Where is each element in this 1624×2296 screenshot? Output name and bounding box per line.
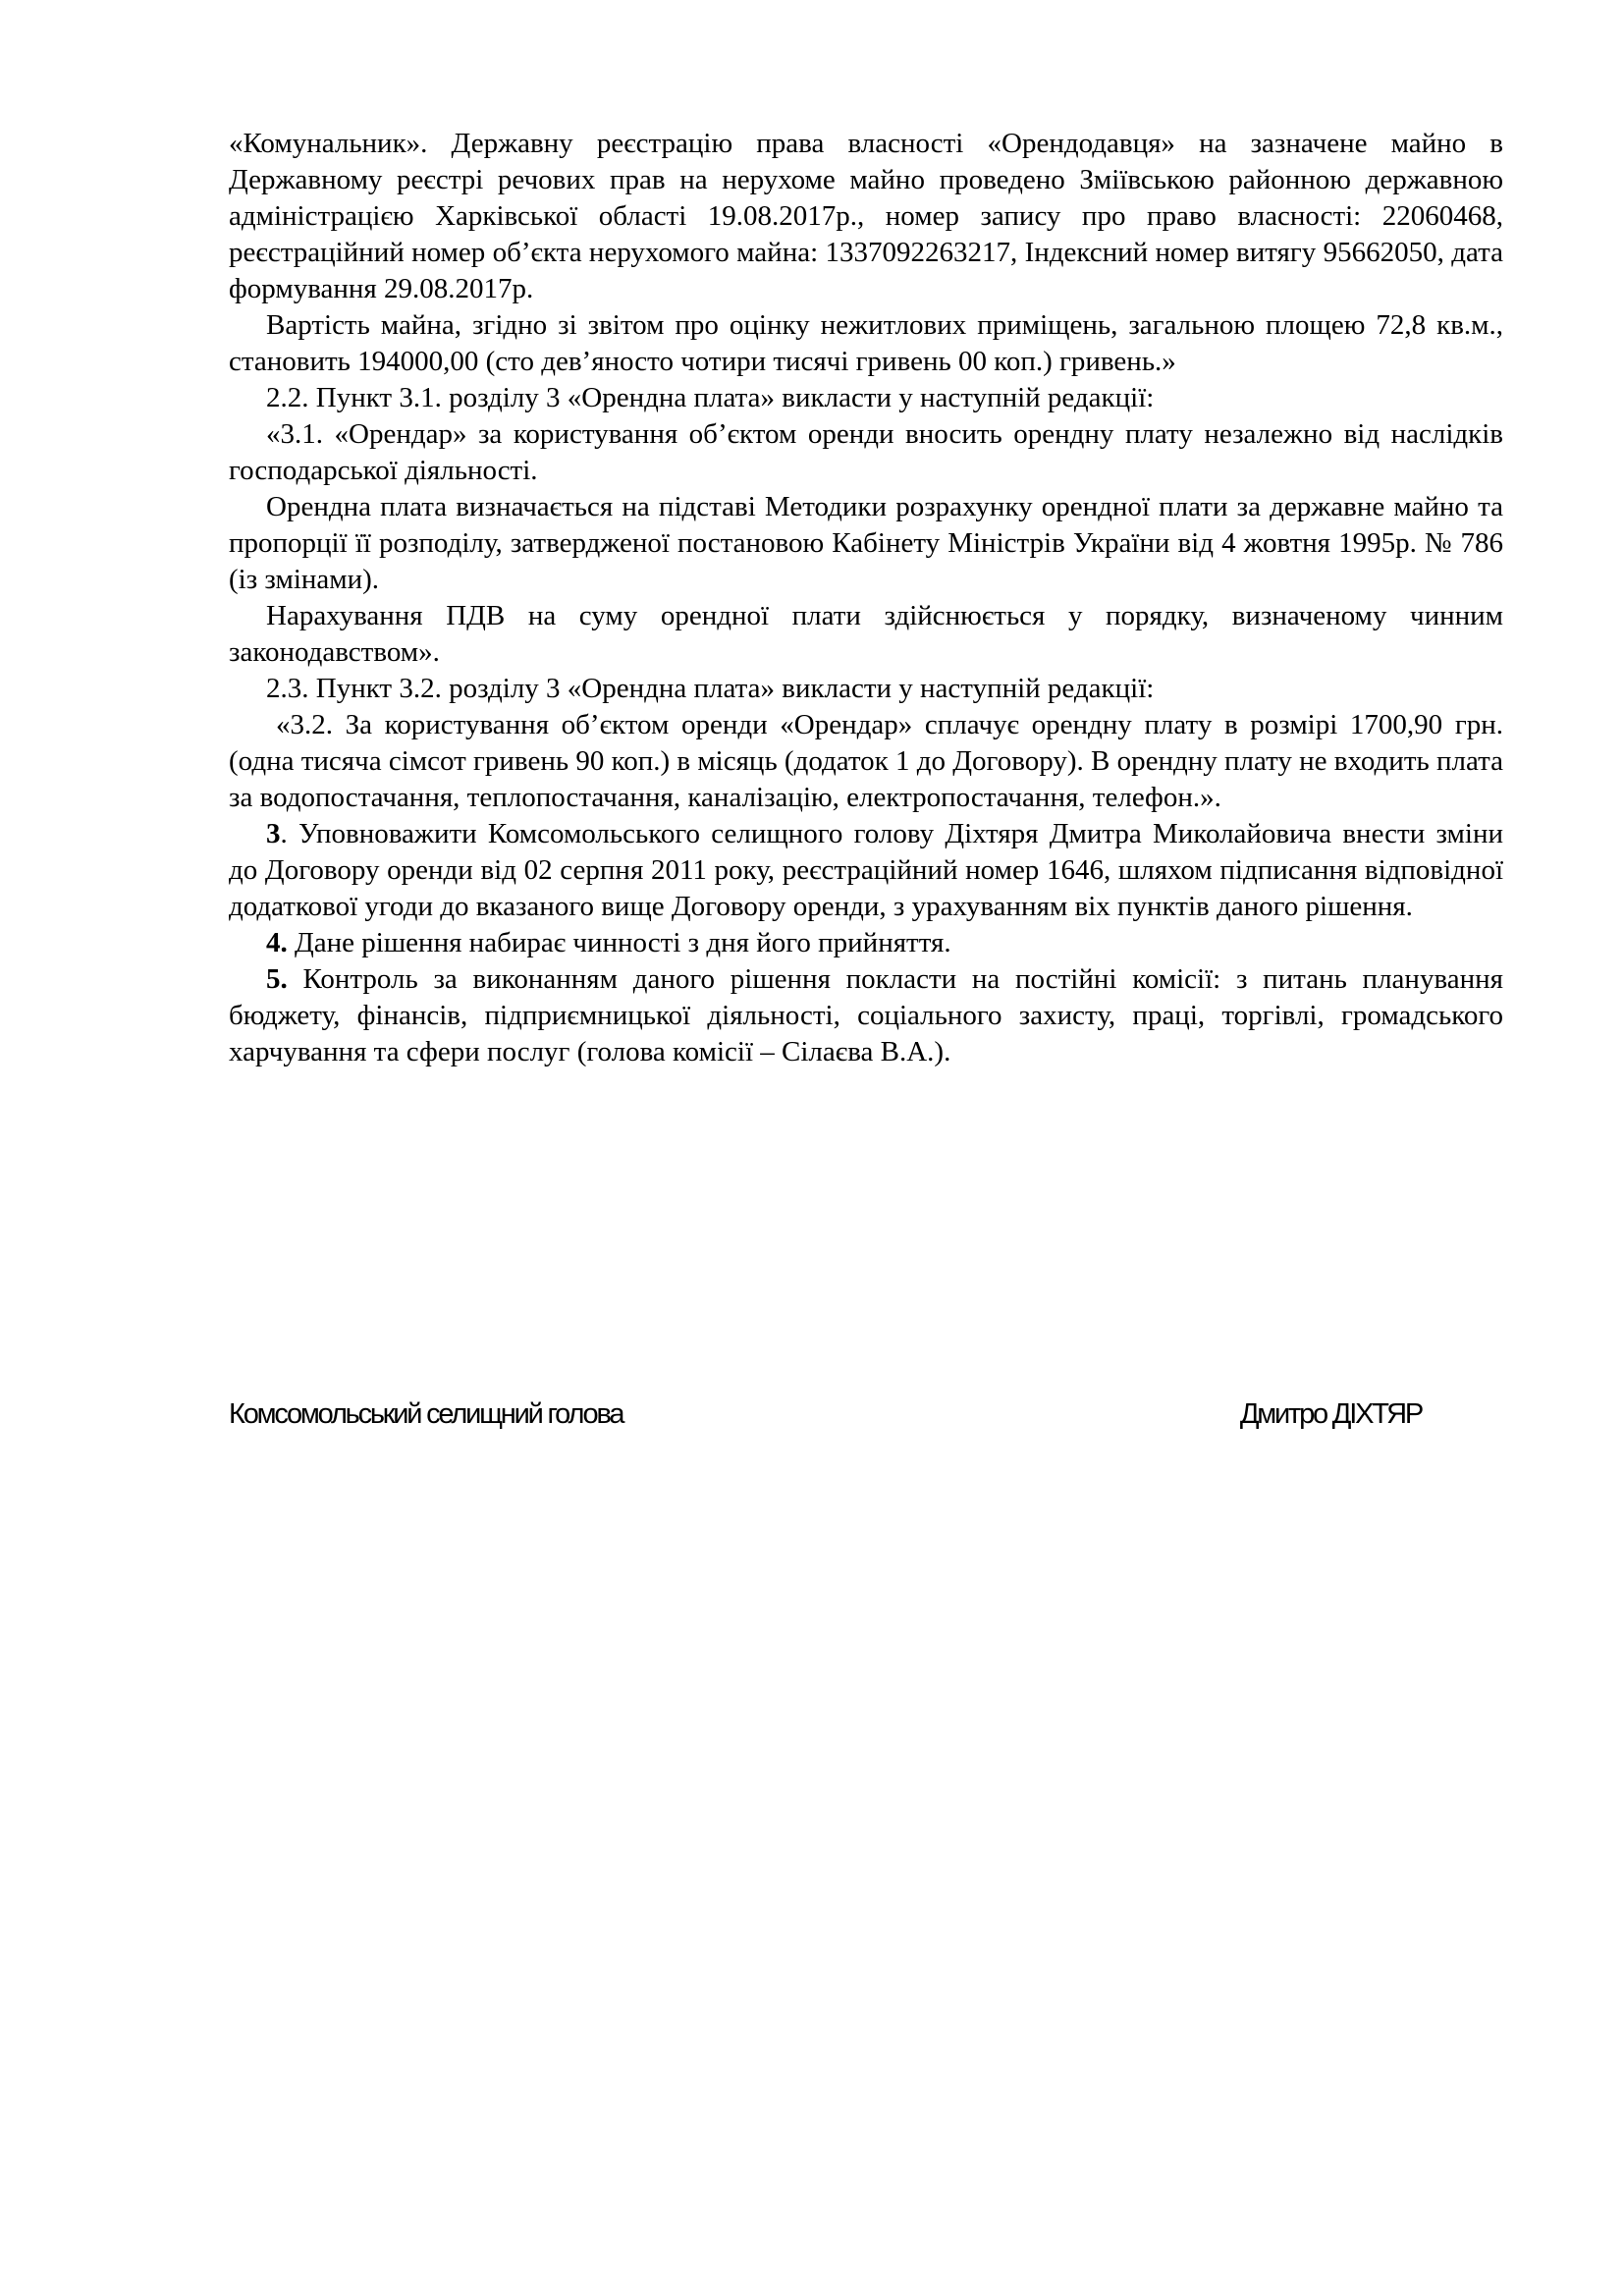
paragraph-item-4 <box>229 925 1503 961</box>
paragraph-vat: Нарахування ПДВ на суму орендної плати здійснюється у порядку, визначеному чинним законодавством». <box>229 600 1503 668</box>
paragraph-item-2-2: 2.2. Пункт 3.1. розділу 3 «Орендна плата» викласти у наступній редакції: <box>266 382 1155 413</box>
item-number: 3 <box>266 818 281 849</box>
paragraph-property-value: Вартість майна, згідно зі звітом про оцінку нежитлових приміщень, загальною площею 72,8 кв.м., становить 194000,00 (сто дев’яносто чотири тисячі гривень 00 коп.) гривень.» <box>229 309 1503 377</box>
item-number: 4. <box>266 927 288 958</box>
paragraph-clause-3-2: «3.2. За користування об’єктом оренди «Орендар» сплачує орендну плату в розмірі 1700,90 грн. (одна тисяча сімсот гривень 90 коп.) в місяць (додаток 1 до Договору). В орендну плату не входить плата за водопостачання, теплопостачання, каналізацію, електропостачання, телефон.». <box>229 709 1503 813</box>
signatory-position: Комсомольський селищний голова <box>229 1398 623 1430</box>
paragraph-clause-3-1: «3.1. «Орендар» за користування об’єктом оренди вносить орендну плату незалежно від наслідків господарської діяльності. <box>229 418 1503 486</box>
signatory-name: Дмитро ДІХТЯР <box>1239 1398 1422 1430</box>
paragraph-item-3 <box>229 816 1503 925</box>
paragraph-item-2-3: 2.3. Пункт 3.2. розділу 3 «Орендна плата» викласти у наступній редакції: <box>266 673 1155 704</box>
item-text: Дане рішення набирає чинності з дня його прийняття. <box>287 927 951 958</box>
item-text: Контроль за виконанням даного рішення покласти на постійні комісії: з питань планування бюджету, фінансів, підприємницької діяльності, соціального захисту, праці, торгівлі, громадського харчування та сфери послуг (голова комісії – Сілаєва В.А.). <box>229 963 1503 1067</box>
item-text: . Уповноважити Комсомольського селищного голову Діхтяря Дмитра Миколайовича внести зміни до Договору оренди від 02 серпня 2011 року, реєстраційний номер 1646, шляхом підписання відповідної додаткової угоди до вказаного вище Договору оренди, з урахуванням віх пунктів даного рішення. <box>229 818 1503 922</box>
item-number: 5. <box>266 963 288 995</box>
paragraph-item-5 <box>229 961 1503 1070</box>
paragraph-registration: «Комунальник». Державну реєстрацію права власності «Орендодавця» на зазначене майно в Державному реєстрі речових прав на нерухоме майно проведено Зміївською районною державною адміністрацією Харківської області 19.08.2017р., номер запису про право власності: 22060468, реєстраційний номер об’єкта нерухомого майна: 1337092263217, Індексний номер витягу 95662050, дата формування 29.08.2017р. <box>229 128 1503 304</box>
document-body <box>229 126 1503 1070</box>
paragraph-rent-method: Орендна плата визначається на підставі Методики розрахунку орендної плати за державне майно та пропорції її розподілу, затвердженої постановою Кабінету Міністрів України від 4 жовтня 1995р. № 786 (із змінами). <box>229 491 1503 595</box>
signature-block <box>229 1398 1422 1431</box>
